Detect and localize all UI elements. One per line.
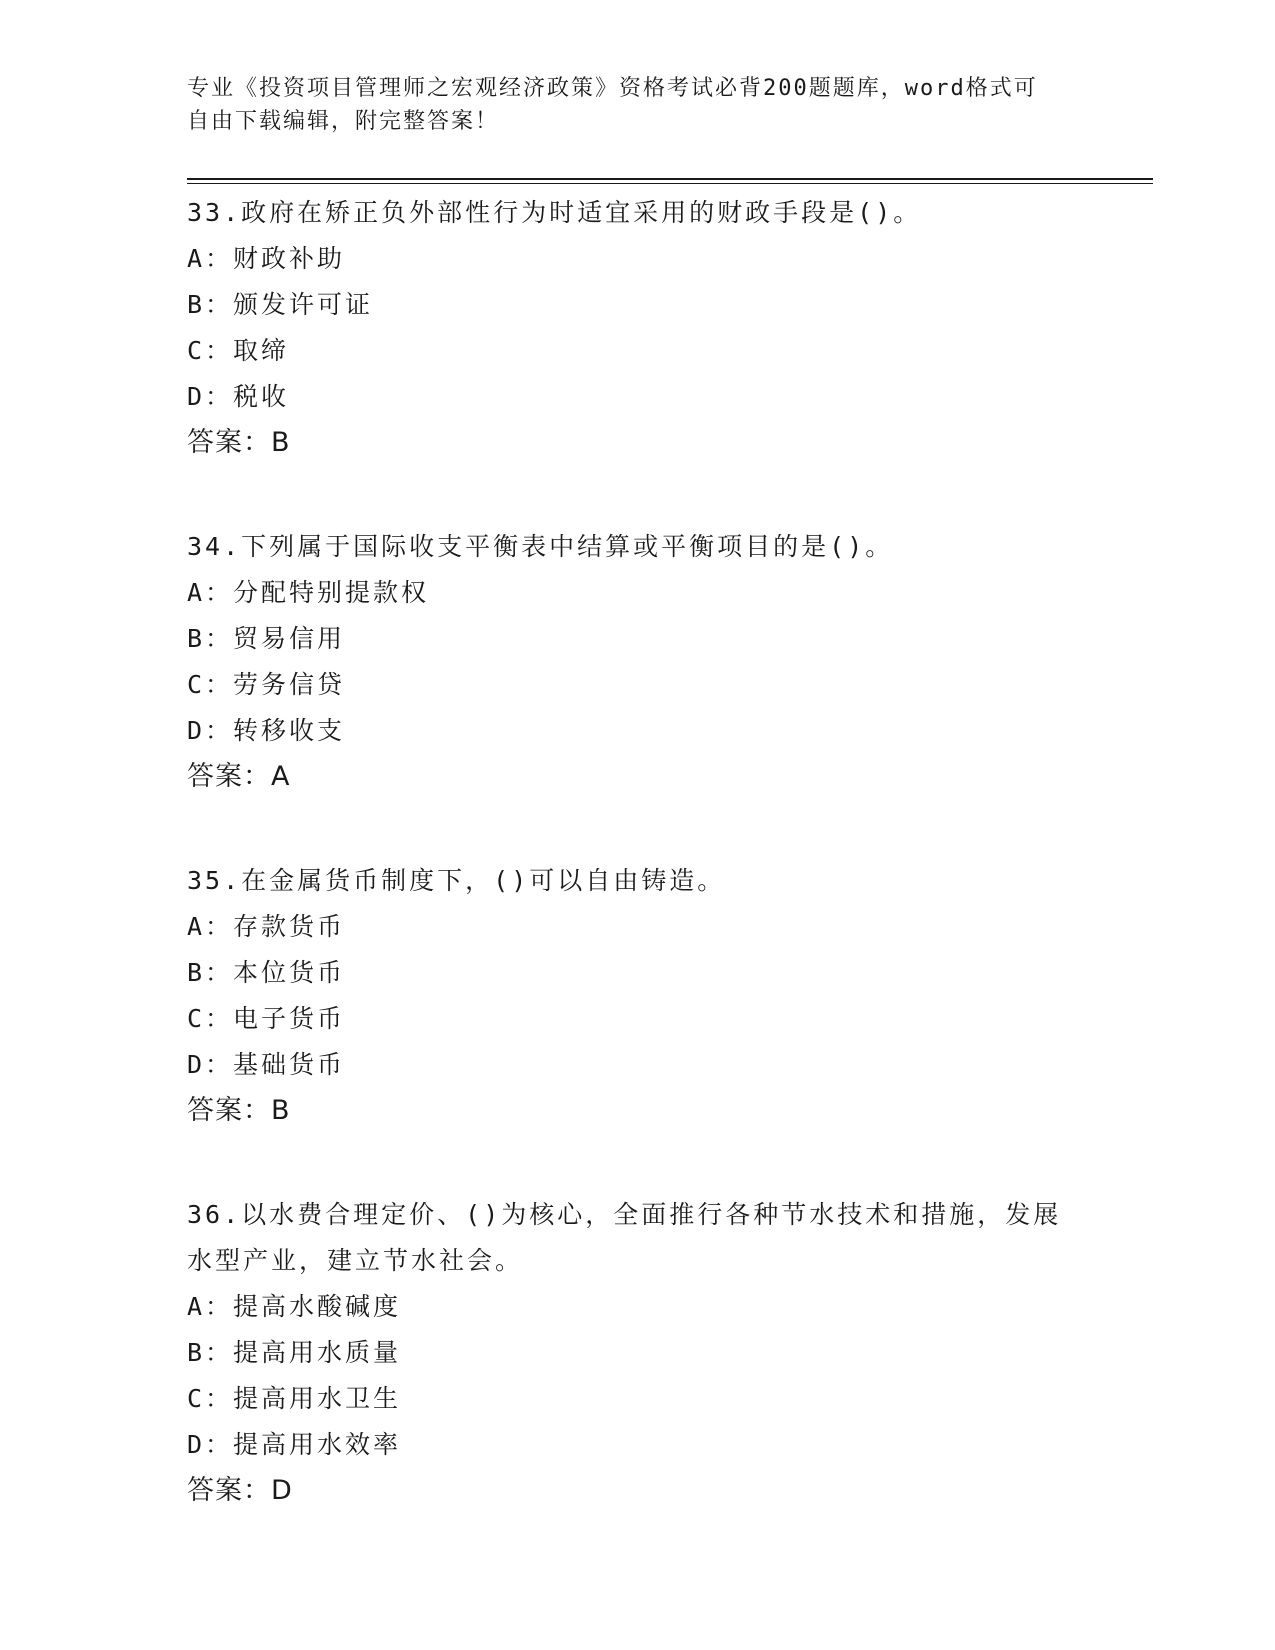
option-b: B：提高用水质量	[187, 1338, 402, 1367]
option-d: D：提高用水效率	[187, 1430, 402, 1459]
option-b: B：颁发许可证	[187, 290, 374, 319]
question-35	[187, 858, 1087, 1134]
question-34	[187, 524, 1087, 800]
option-a: A：提高水酸碱度	[187, 1292, 402, 1321]
question-stem: 33.政府在矫正负外部性行为时适宜采用的财政手段是()。	[187, 198, 922, 227]
answer: 答案：B	[187, 427, 291, 458]
document-header	[187, 72, 1067, 138]
question-stem: 35.在金属货币制度下，()可以自由铸造。	[187, 866, 726, 895]
option-b: B：本位货币	[187, 958, 346, 987]
question-33	[187, 190, 1087, 466]
question-list	[187, 190, 1087, 1572]
question-stem-line-2: 水型产业，建立节水社会。	[187, 1246, 524, 1275]
question-stem-line-1: 36.以水费合理定价、()为核心，全面推行各种节水技术和措施，发展	[187, 1200, 1062, 1229]
option-c: C：提高用水卫生	[187, 1384, 402, 1413]
answer: 答案：D	[187, 1475, 293, 1506]
option-d: D：基础货币	[187, 1050, 346, 1079]
option-a: A：存款货币	[187, 912, 346, 941]
header-line-1: 专业《投资项目管理师之宏观经济政策》资格考试必背200题题库，word格式可	[187, 76, 1038, 101]
option-c: C：取缔	[187, 336, 290, 365]
option-a: A：分配特别提款权	[187, 578, 430, 607]
option-d: D：转移收支	[187, 716, 346, 745]
header-divider-thin	[187, 183, 1153, 184]
option-c: C：电子货币	[187, 1004, 346, 1033]
answer: 答案：A	[187, 761, 291, 792]
question-36	[187, 1192, 1087, 1514]
header-line-2: 自由下载编辑，附完整答案！	[187, 109, 500, 134]
option-d: D：税收	[187, 382, 290, 411]
option-c: C：劳务信贷	[187, 670, 346, 699]
question-stem: 34.下列属于国际收支平衡表中结算或平衡项目的是()。	[187, 532, 894, 561]
header-divider-thick	[187, 178, 1153, 180]
option-b: B：贸易信用	[187, 624, 346, 653]
option-a: A：财政补助	[187, 244, 346, 273]
answer: 答案：B	[187, 1095, 291, 1126]
